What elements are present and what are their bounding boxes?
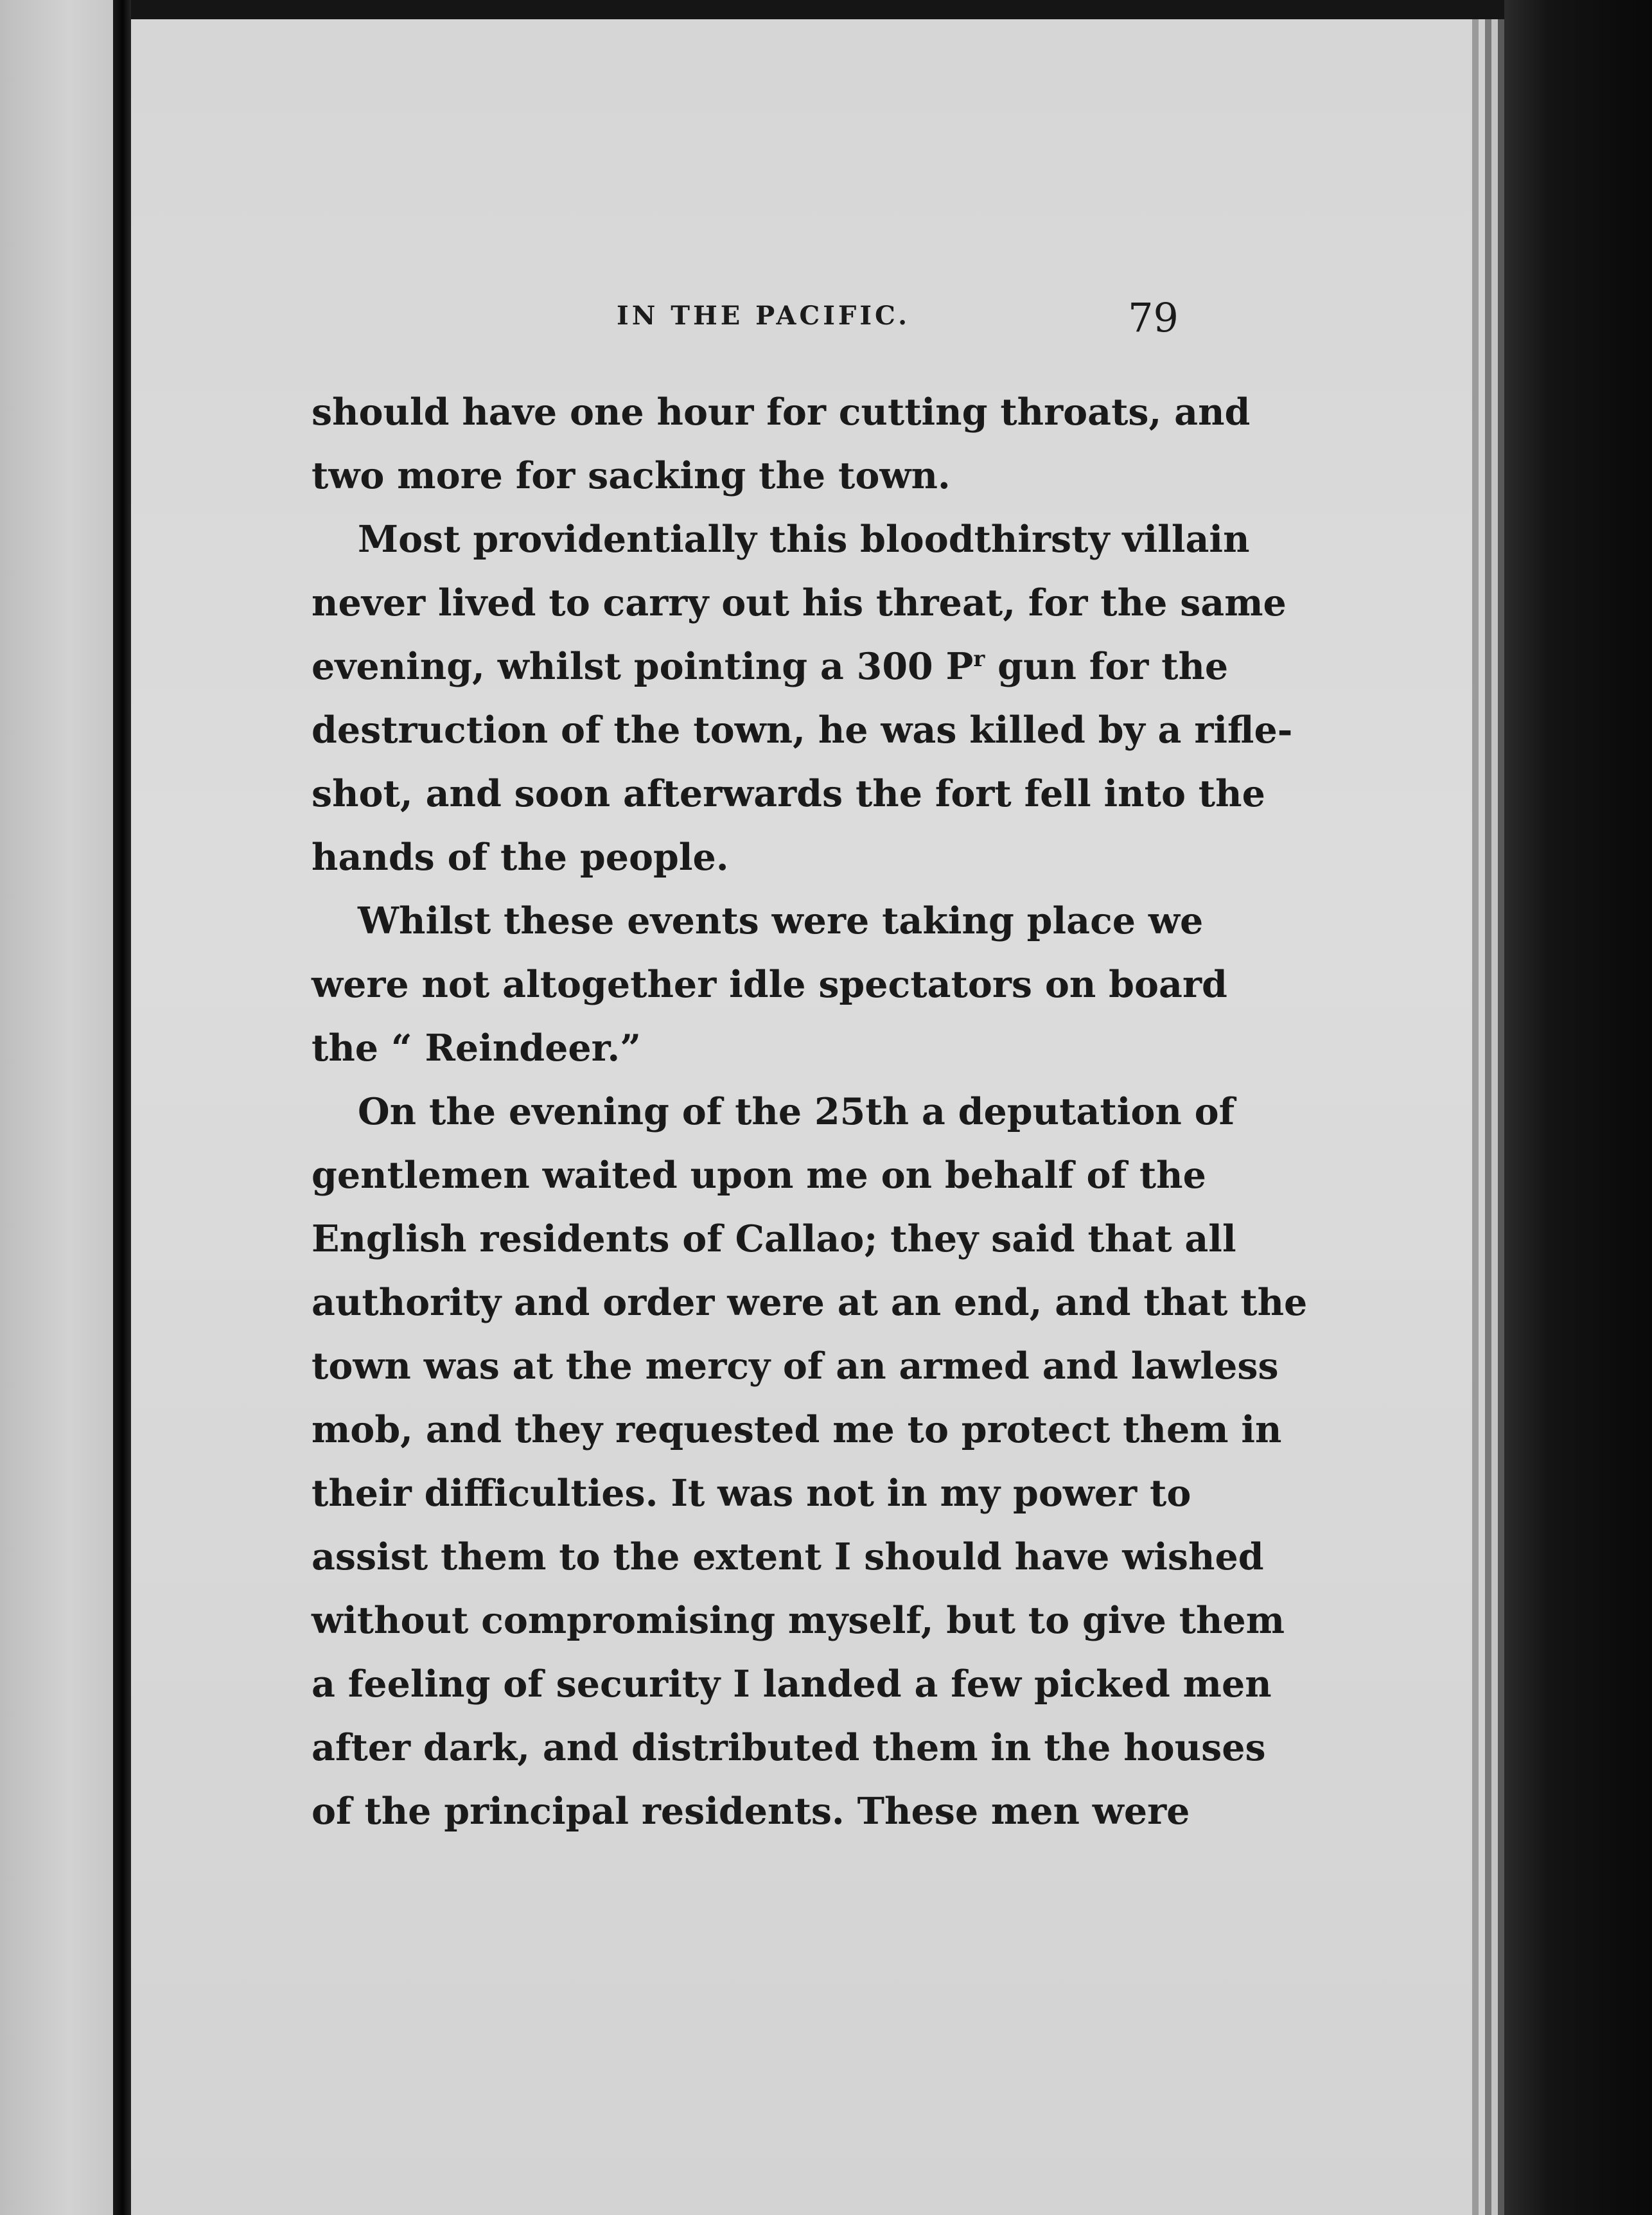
text-line: mob, and they requested me to protect them in [312, 1408, 1282, 1451]
text-line: shot, and soon afterwards the fort fell into the [312, 772, 1265, 815]
superscript: r [973, 646, 985, 672]
text-line: authority and order were at an end, and that the [312, 1281, 1308, 1324]
text-line: On the evening of the 25th a deputation of [358, 1090, 1235, 1133]
text-line: never lived to carry out his threat, for the same [312, 581, 1287, 624]
body-text [312, 380, 1308, 1843]
page-edge-strip [1479, 19, 1485, 2215]
text-line: English residents of Callao; they said that all [312, 1217, 1236, 1260]
text-line: of the principal residents. These men were [312, 1790, 1190, 1833]
running-title: IN THE PACIFIC. [617, 301, 911, 331]
text-segment: gun for the [985, 645, 1229, 688]
text-line: hands of the people. [312, 836, 729, 879]
text-line: their difficulties. It was not in my power to [312, 1472, 1191, 1515]
page-edge-strip [1485, 19, 1491, 2215]
text-line: Most providentially this bloodthirsty villain [358, 518, 1250, 561]
text-line: Whilst these events were taking place we [358, 899, 1204, 942]
page-edge-strip [1491, 19, 1498, 2215]
text-line: were not altogether idle spectators on board [312, 963, 1227, 1006]
text-line: a feeling of security I landed a few picked men [312, 1663, 1272, 1706]
text-segment: evening, whilst pointing a 300 P [312, 645, 974, 688]
text-line: assist them to the extent I should have wished [312, 1535, 1264, 1578]
book-binding [1504, 0, 1652, 2215]
text-line: without compromising myself, but to give them [312, 1599, 1285, 1642]
text-line: should have one hour for cutting throats, and [312, 391, 1251, 434]
running-head [315, 294, 1179, 346]
text-line: town was at the mercy of an armed and lawless [312, 1345, 1279, 1388]
text-line: after dark, and distributed them in the houses [312, 1726, 1266, 1769]
text-line: destruction of the town, he was killed by a rifle- [312, 709, 1293, 752]
text-line: two more for sacking the town. [312, 454, 951, 497]
page-edge-strip [1472, 19, 1479, 2215]
scan-top-border [131, 0, 1506, 21]
text-line: the “ Reindeer.” [312, 1027, 642, 1070]
page-edge-strip [1498, 19, 1504, 2215]
page-number: 79 [1128, 294, 1179, 341]
book-gutter [113, 0, 132, 2215]
previous-page-edge [0, 0, 116, 2215]
text-line: gentlemen waited upon me on behalf of the [312, 1154, 1206, 1197]
text-line-with-superscript [312, 635, 1229, 698]
